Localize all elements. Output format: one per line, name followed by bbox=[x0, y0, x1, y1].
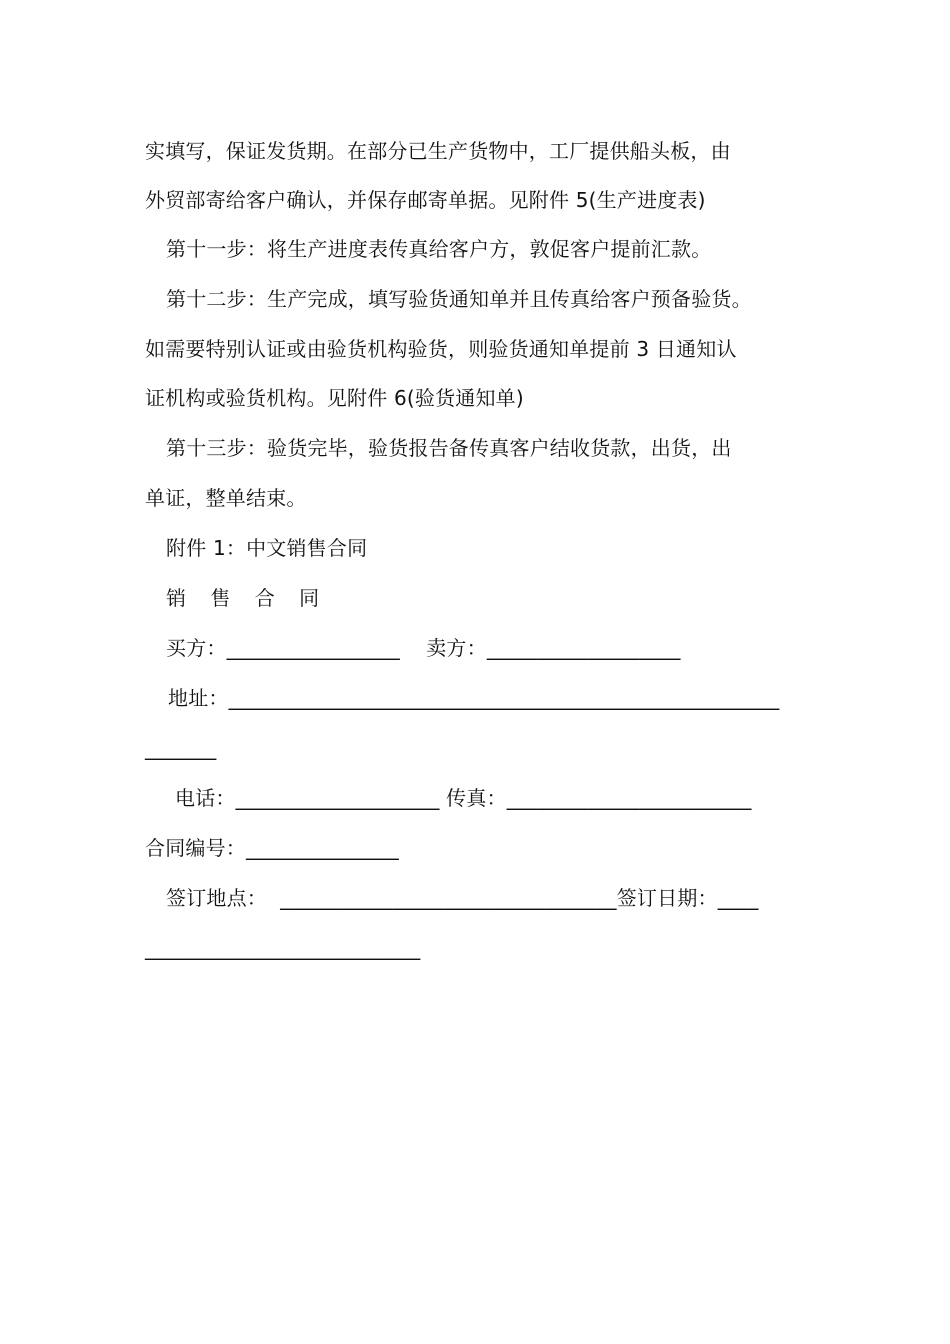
attachment-title: 附件 1：中文销售合同 bbox=[166, 536, 368, 560]
step-12-end: 证机构或验货机构。见附件 6(验货通知单) bbox=[145, 386, 524, 410]
address-field-continued: _______ bbox=[145, 736, 217, 760]
paragraph-line-2: 外贸部寄给客户确认，并保存邮寄单据。见附件 5(生产进度表) bbox=[145, 188, 706, 212]
paragraph-line-1: 实填写，保证发货期。在部分已生产货物中，工厂提供船头板，由 bbox=[145, 139, 731, 163]
step-13-end: 单证，整单结束。 bbox=[145, 486, 307, 510]
step-12-text: 第十二步：生产完成，填写验货通知单并且传真给客户预备验货。 bbox=[166, 287, 752, 311]
phone-fax-field: 电话：____________________ 传真：________________________ bbox=[175, 786, 752, 810]
contract-title: 销 售 合 同 bbox=[166, 586, 329, 610]
step-12-continued: 如需要特别认证或由验货机构验货，则验货通知单提前 3 日通知认 bbox=[145, 337, 737, 361]
step-13-text: 第十三步：验货完毕，验货报告备传真客户结收货款，出货，出 bbox=[166, 436, 732, 460]
signing-date-continued: ___________________________ bbox=[145, 936, 421, 960]
address-field: 地址：______________________________________________________ bbox=[168, 686, 780, 710]
buyer-seller-field: 买方：_________________ 卖方：___________________ bbox=[166, 636, 681, 660]
step-11-text: 第十一步：将生产进度表传真给客户方，敦促客户提前汇款。 bbox=[166, 237, 712, 261]
contract-number-field: 合同编号：_______________ bbox=[145, 836, 399, 860]
signing-place-date-field: 签订地点： _________________________________签订日期：____ bbox=[166, 886, 759, 910]
